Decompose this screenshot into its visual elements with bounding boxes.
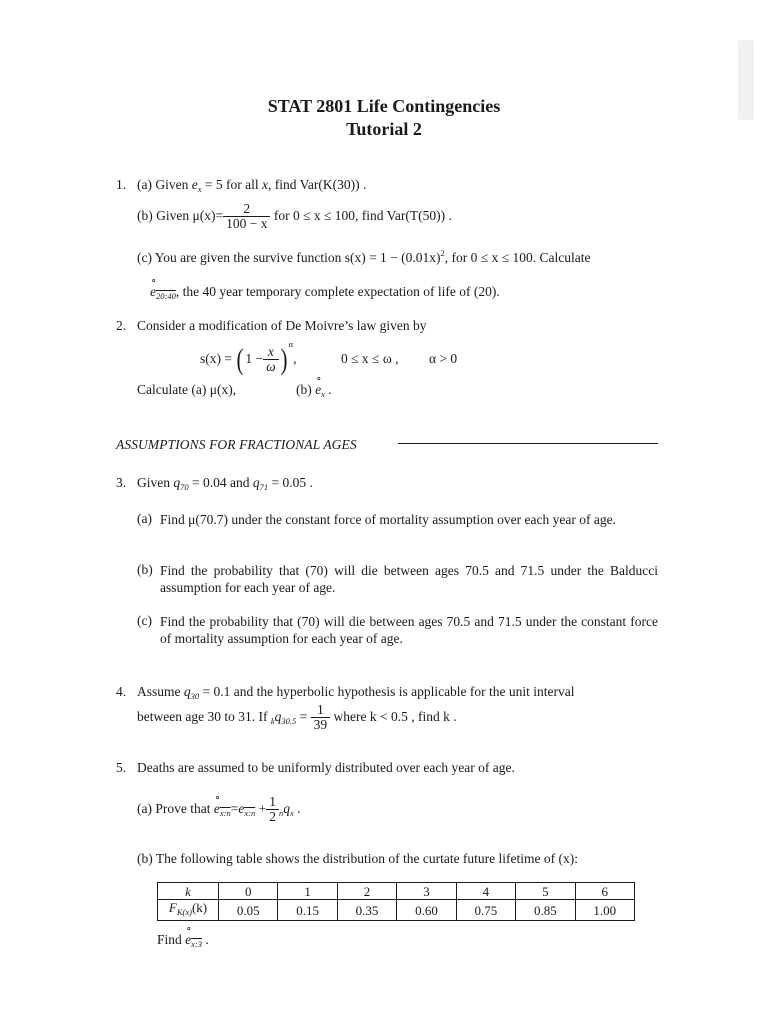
q3c-label: (c) bbox=[137, 613, 152, 628]
q1a-mid: = 5 for all bbox=[204, 177, 259, 192]
q2-cond: α > 0 bbox=[429, 351, 458, 366]
table-cell: 4 bbox=[456, 883, 515, 900]
q2-alpha: α bbox=[288, 339, 294, 349]
q1-number: 1. bbox=[116, 177, 127, 192]
q5a: (a) Prove that ∘ $e_{x:n}=e_{x:n}$ + $\frac{1}{2}$ $_nq_x$ . bbox=[137, 795, 300, 824]
q2-calc-b-wrap: (b) ∘ $e_x$ . bbox=[296, 382, 332, 399]
q1c bbox=[137, 248, 590, 266]
q4-line2: between age 30 to 31. If $_kq_{30.5}$ = $\frac{1}{39}$ where k < 0.5 , find k . bbox=[137, 702, 457, 733]
q1b bbox=[137, 202, 452, 231]
table-cell: 0.60 bbox=[397, 900, 456, 921]
q4-q30: = 0.1 and the hyperbolic hypothesis is applicable for the unit interval bbox=[202, 684, 575, 699]
table-cell: 0.75 bbox=[456, 900, 515, 921]
q2-den: ω bbox=[266, 359, 276, 375]
page-title: STAT 2801 Life Contingencies bbox=[267, 96, 501, 116]
q2-calc-a: Calculate (a) μ(x), bbox=[137, 382, 237, 397]
table-row bbox=[158, 883, 635, 900]
q4-text: Assume bbox=[137, 684, 181, 699]
q5a-plus: + bbox=[258, 800, 267, 816]
section-heading-label: ASSUMPTIONS FOR FRACTIONAL AGES bbox=[116, 437, 357, 452]
q3-q71: = 0.05 . bbox=[271, 475, 313, 490]
q5a-num: 1 bbox=[266, 795, 279, 810]
q4-line1: Assume $q_{30} = 0.1$ and the hyperbolic hypothesis is applicable for the unit interval bbox=[137, 684, 575, 701]
q3c-text: Find the probability that (70) will die between ages 70.5 and 71.5 under the constant force of mortality assumption for each year of age. bbox=[160, 614, 658, 646]
q5-number: 5. bbox=[116, 760, 127, 775]
table-cell: 0.05 bbox=[219, 900, 278, 921]
q1c-line2: ∘ $e_{20:40}$, the 40 year temporary complete expectation of life of (20). bbox=[150, 284, 500, 301]
q1c-sup: 2 bbox=[440, 248, 445, 258]
table-cell: 1.00 bbox=[575, 900, 634, 921]
q2-fraction bbox=[263, 345, 279, 374]
q5b-text: (b) The following table shows the distribution of the curtate future lifetime of (x): bbox=[137, 851, 579, 866]
q5b-find: Find ∘ $e_{x:3}$ . bbox=[157, 932, 209, 949]
table-cell: 0 bbox=[219, 883, 278, 900]
q5a-fraction bbox=[266, 795, 279, 824]
q1c-expect-sub: 20:40 bbox=[156, 291, 176, 301]
table-header-f: $F_{K(x)}(k)$ bbox=[158, 900, 219, 921]
q2-number: 2. bbox=[116, 318, 127, 333]
q4-eq: = bbox=[299, 708, 308, 724]
q2-lhs: s(x) = bbox=[200, 351, 232, 366]
table-cell: 6 bbox=[575, 883, 634, 900]
q1b-denominator: 100 − x bbox=[226, 216, 268, 232]
table-cell: 2 bbox=[337, 883, 396, 900]
q1b-fraction bbox=[223, 202, 270, 231]
q4-line2-lead: between age 30 to 31. If bbox=[137, 708, 268, 724]
q1c-tail: , for 0 ≤ x ≤ 100. Calculate bbox=[444, 250, 591, 265]
q1a: (a) Given $e_x = 5$ for all x, find Var(K(30)) . bbox=[137, 177, 367, 194]
q5a-lead: (a) Prove that bbox=[137, 800, 211, 816]
q4-num: 1 bbox=[311, 703, 331, 718]
q1c-lead: (c) You are given the survive function s(x) = 1 − (0.01x) bbox=[137, 250, 441, 265]
table-cell: 0.85 bbox=[516, 900, 575, 921]
table-cell: 0.15 bbox=[278, 900, 337, 921]
section-rule bbox=[398, 443, 658, 444]
q2-one: 1 − bbox=[245, 351, 264, 366]
q1b-tail: for 0 ≤ x ≤ 100, find Var(T(50)) . bbox=[273, 207, 452, 223]
q5a-eq: = bbox=[230, 800, 239, 816]
q3a-text: Find μ(70.7) under the constant force of mortality assumption over each year of age. bbox=[160, 512, 616, 527]
curtate-lifetime-table bbox=[157, 882, 635, 921]
q2-formula: s(x) = ( 1 − $\frac{x}{\omega}$ ) $^\alpha$, bbox=[200, 339, 297, 376]
q4-den: 39 bbox=[313, 717, 328, 733]
q1b-numerator: 2 bbox=[223, 202, 270, 217]
q5b-find-label: Find bbox=[157, 932, 182, 947]
q2-calc bbox=[137, 382, 236, 398]
table-header-k: k bbox=[158, 883, 219, 900]
table-cell: 5 bbox=[516, 883, 575, 900]
q2-calc-b: (b) bbox=[296, 382, 312, 397]
q4-fraction bbox=[311, 703, 331, 732]
q2-num: x bbox=[263, 345, 279, 360]
section-heading bbox=[116, 437, 357, 453]
q3a-label: (a) bbox=[137, 511, 152, 526]
q3-q70: = 0.04 and bbox=[192, 475, 250, 490]
q5a-den: 2 bbox=[269, 809, 276, 825]
q3-given: Given $q_{70} = 0.04$ and $q_{71} = 0.05$ . bbox=[137, 475, 313, 492]
q4-number: 4. bbox=[116, 684, 127, 699]
table-cell: 0.35 bbox=[337, 900, 396, 921]
q2-intro: Consider a modification of De Moivre’s law given by bbox=[137, 318, 427, 333]
q3-given-label: Given bbox=[137, 475, 170, 490]
q3b-label: (b) bbox=[137, 562, 153, 577]
table-cell: 3 bbox=[397, 883, 456, 900]
q1b-lead: (b) Given μ(x)= bbox=[137, 207, 224, 223]
q2-range: 0 ≤ x ≤ ω , bbox=[341, 351, 399, 366]
table-row bbox=[158, 900, 635, 921]
q3b-text: Find the probability that (70) will die between ages 70.5 and 71.5 under the Balducci assumption for each year of age. bbox=[160, 563, 658, 595]
q4-tail: where k < 0.5 , find k . bbox=[333, 708, 457, 724]
q5-intro: Deaths are assumed to be uniformly distributed over each year of age. bbox=[137, 760, 515, 775]
table-cell: 1 bbox=[278, 883, 337, 900]
page-subtitle: Tutorial 2 bbox=[346, 119, 422, 139]
q1a-lead: (a) Given bbox=[137, 177, 189, 192]
q1a-end: , find Var(K(30)) . bbox=[268, 177, 367, 192]
q1c-line2-tail: , the 40 year temporary complete expectation of life of (20). bbox=[175, 284, 500, 299]
q3-number: 3. bbox=[116, 475, 127, 490]
